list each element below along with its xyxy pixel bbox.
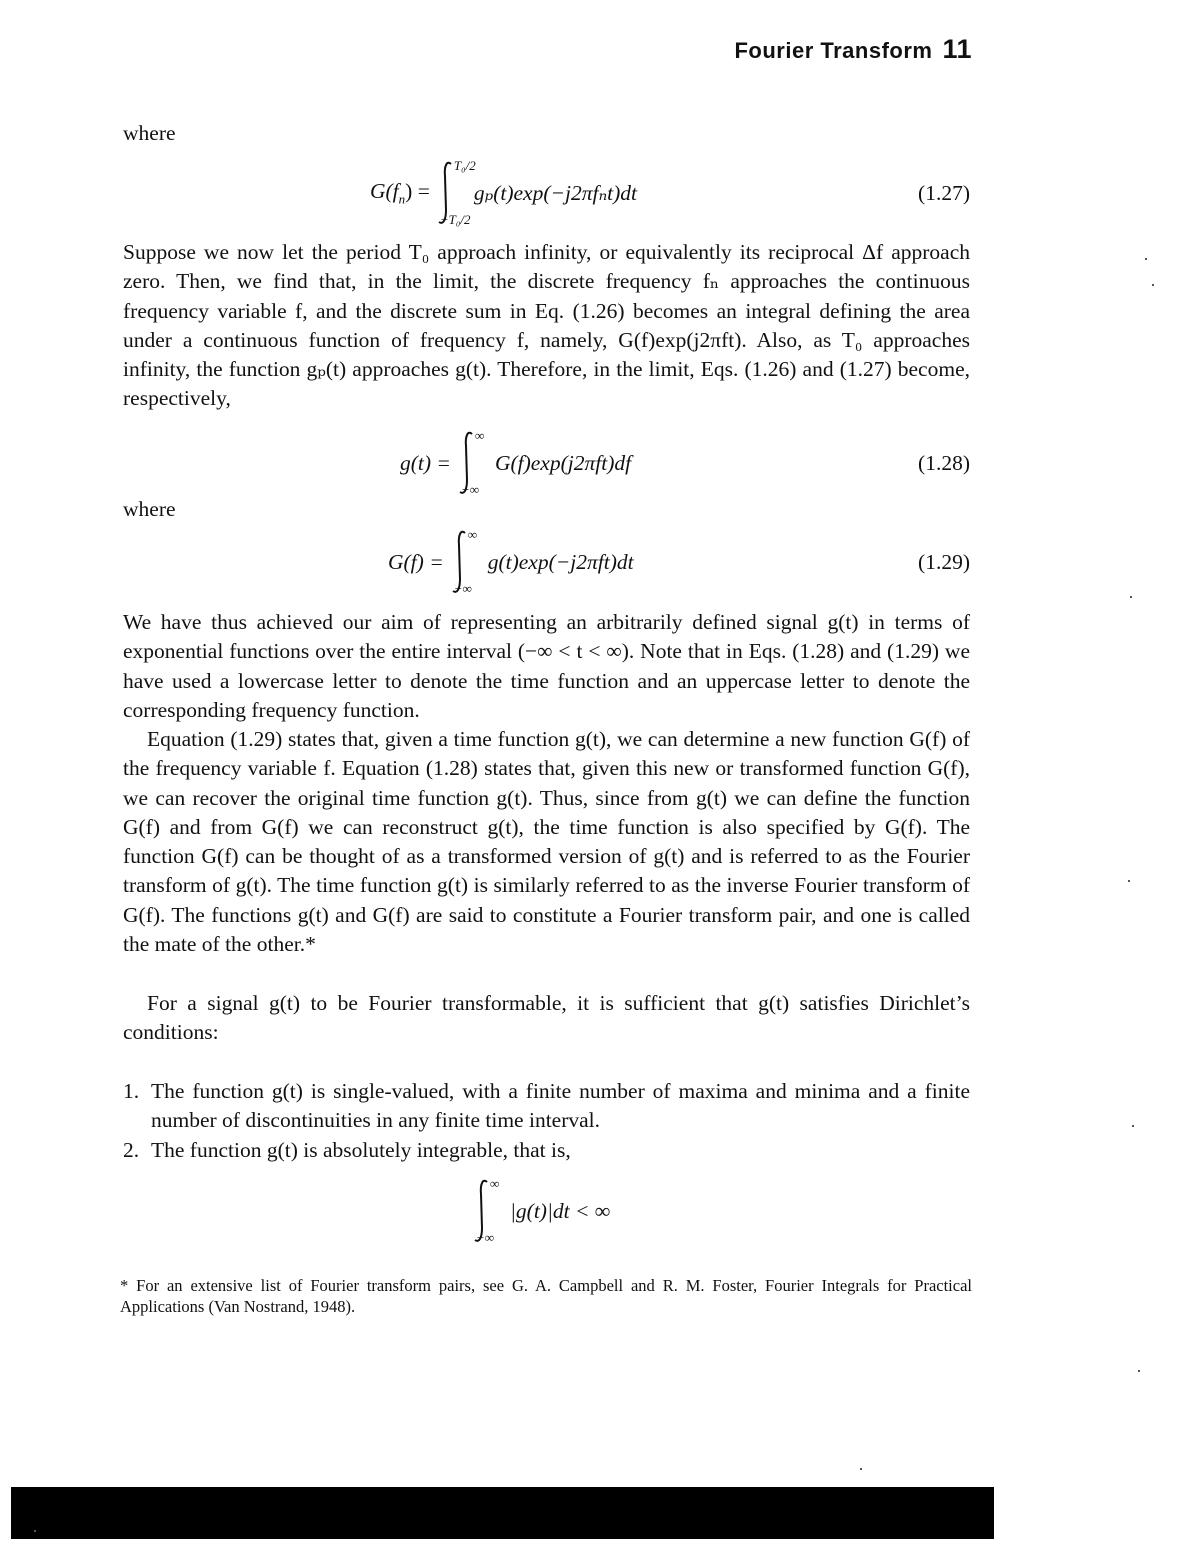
equation-1-29 xyxy=(123,527,970,597)
list-item-text: The function g(t) is absolutely integrable, that is, xyxy=(151,1137,571,1162)
list-marker: 2. xyxy=(123,1137,140,1162)
list-item xyxy=(123,1136,970,1165)
equation-absolute-integrable xyxy=(123,1176,970,1246)
eq129-integrand: g(t)exp(−j2πft)dt xyxy=(487,549,634,574)
scan-speck xyxy=(1138,1370,1140,1372)
eq127-number: (1.27) xyxy=(918,180,970,205)
eq128-upper-limit: ∞ xyxy=(474,428,485,443)
eq129-lhs: G(f) = xyxy=(388,549,444,574)
integral-sign xyxy=(472,1176,506,1246)
integral-sign xyxy=(436,158,476,228)
text-where: where xyxy=(123,121,176,145)
paragraph-3: Equation (1.29) states that, given a time function g(t), we can determine a new function G(f) of the frequency variable f. Equation (1.28) states that, given this new or transformed function G(f), we can recover the original time function g(t). Thus, since from g(t) we can define the function G(f) and from G(f) we can reconstruct g(t), the time function is also specified by G(f). The function G(f) can be thought of as a transformed version of g(t) and is referred to as the Fourier transform of g(t). The time function g(t) is similarly referred to as the inverse Fourier transform of G(f). The functions g(t) and G(f) are said to constitute a Fourier transform pair, and one is called the mate of the other.* xyxy=(123,727,970,957)
eq127-lhs: $G(f_n)$ = xyxy=(370,178,430,207)
page-number: 11 xyxy=(942,34,972,64)
equation-1-27 xyxy=(123,158,970,228)
integral-sign xyxy=(457,428,491,498)
scan-speck xyxy=(1145,258,1147,260)
scan-speck xyxy=(860,1468,862,1470)
paragraph-1: Suppose we now let the period T₀ approach infinity, or equivalently its reciprocal Δf approach zero. Then, we find that, in the limit, the discrete frequency fₙ approaches the continuous frequency variable f, and the discrete sum in Eq. (1.26) becomes an integral defining the area under a continuous function of frequency f, namely, G(f)exp(j2πft). Also, as T₀ approaches infinity, the function gₚ(t) approaches g(t). Therefore, in the limit, Eqs. (1.26) and (1.27) become, respectively, xyxy=(123,240,970,411)
eqabs-upper-limit: ∞ xyxy=(490,1176,500,1191)
conditions-list xyxy=(123,1077,970,1165)
header-title: Fourier Transform xyxy=(734,38,933,63)
eq127-lower-limit: −T₀/2 xyxy=(439,212,471,227)
text-where-2: where xyxy=(123,497,176,521)
scan-speck xyxy=(1130,596,1132,598)
running-header xyxy=(734,34,972,65)
eq129-lower-limit: −∞ xyxy=(453,581,472,596)
paragraph-2: We have thus achieved our aim of representing an arbitrarily defined signal g(t) in terms of exponential functions over the entire interval (−∞ < t < ∞). Note that in Eqs. (1.28) and (1.29) we have used a lowercase letter to denote the time function and an uppercase letter to denote the corresponding frequency function. xyxy=(123,610,970,722)
eq128-lhs: g(t) = xyxy=(400,450,451,475)
eqabs-integrand: |g(t)|dt < ∞ xyxy=(510,1198,611,1223)
scan-speck xyxy=(34,1530,36,1532)
scan-speck xyxy=(1128,880,1130,882)
eqabs-lower-limit: −∞ xyxy=(476,1230,495,1245)
eq127-upper-limit: T₀/2 xyxy=(453,158,476,173)
scan-black-bar xyxy=(11,1487,994,1539)
eq129-number: (1.29) xyxy=(918,549,970,574)
list-item xyxy=(123,1077,970,1136)
list-marker: 1. xyxy=(123,1079,140,1103)
paragraph-4: For a signal g(t) to be Fourier transformable, it is sufficient that g(t) satisfies Dirichlet’s conditions: xyxy=(123,991,970,1045)
list-item-text: The function g(t) is single-valued, with a finite number of maxima and minima and a finite number of discontinuities in any finite time interval. xyxy=(151,1079,970,1133)
eq128-number: (1.28) xyxy=(918,450,970,475)
eq129-upper-limit: ∞ xyxy=(467,527,477,542)
equation-1-28 xyxy=(123,428,970,498)
scan-speck xyxy=(1152,284,1154,286)
eq127-integrand: gₚ(t)exp(−j2πfₙt)dt xyxy=(473,180,638,205)
footnote: * For an extensive list of Fourier transform pairs, see G. A. Campbell and R. M. Foster, Fourier Integrals for Practical Applications (Van Nostrand, 1948). xyxy=(120,1276,972,1316)
scan-speck xyxy=(1132,1125,1134,1127)
integral-sign xyxy=(450,527,484,597)
eq128-lower-limit: −∞ xyxy=(460,482,479,497)
eq128-integrand: G(f)exp(j2πft)df xyxy=(494,450,632,475)
